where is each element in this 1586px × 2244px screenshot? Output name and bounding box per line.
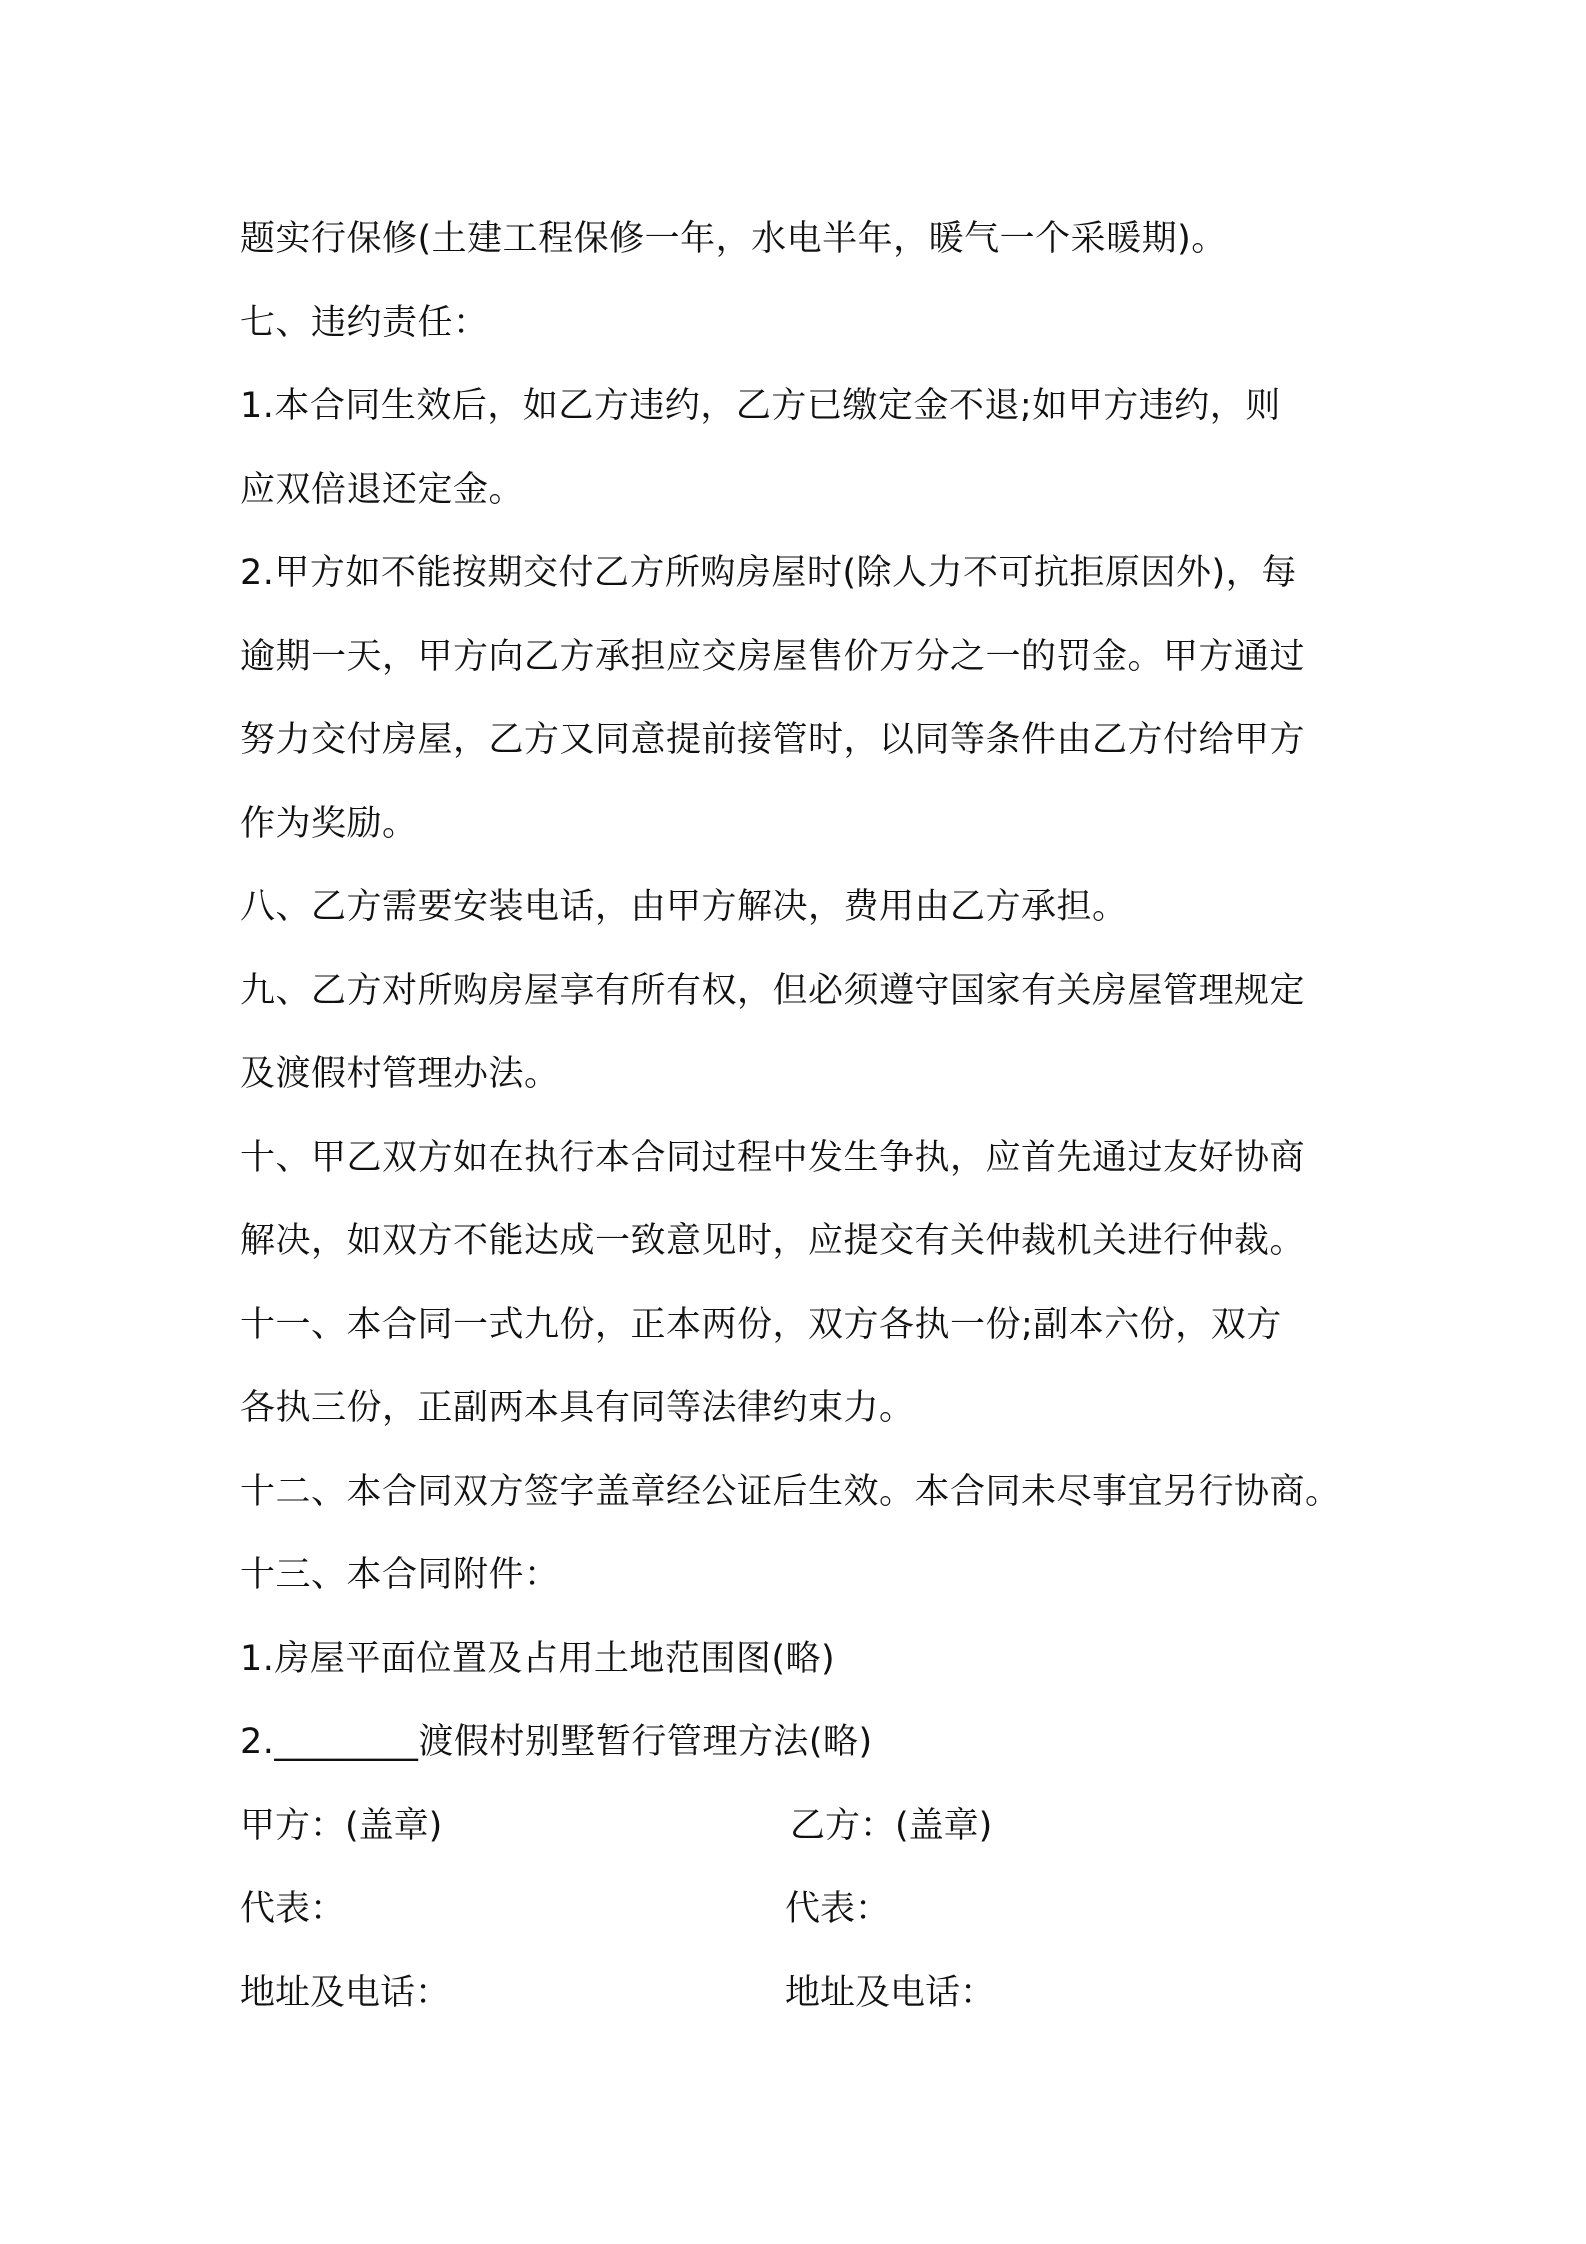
attachment-item: 2.________渡假村别墅暂行管理方法(略) bbox=[240, 1722, 873, 1762]
party-a-representative-label: 代表： bbox=[240, 1889, 346, 1929]
text-line: 各执三份，正副两本具有同等法律约束力。 bbox=[240, 1388, 915, 1428]
text-line: 解决，如双方不能达成一致意见时，应提交有关仲裁机关进行仲裁。 bbox=[240, 1221, 1306, 1261]
text-line: 题实行保修(土建工程保修一年，水电半年，暖气一个采暖期)。 bbox=[240, 219, 1227, 259]
signature-address-row bbox=[240, 1952, 1360, 2036]
party-b-representative-label: 代表： bbox=[785, 1889, 891, 1929]
text-line: 逾期一天，甲方向乙方承担应交房屋售价万分之一的罚金。甲方通过 bbox=[240, 636, 1306, 677]
text-line: 应双倍退还定金。 bbox=[240, 469, 525, 510]
section-heading-breach: 七、违约责任： bbox=[240, 302, 489, 343]
text-line: 努力交付房屋，乙方又同意提前接管时，以同等条件由乙方付给甲方 bbox=[240, 720, 1306, 760]
clause-ten: 十、甲乙双方如在执行本合同过程中发生争执，应首先通过友好协商 bbox=[240, 1137, 1306, 1178]
clause-eight: 八、乙方需要安装电话，由甲方解决，费用由乙方承担。 bbox=[240, 887, 1128, 927]
text-line: 2.甲方如不能按期交付乙方所购房屋时(除人力不可抗拒原因外)，每 bbox=[240, 553, 1297, 593]
clause-thirteen: 十三、本合同附件： bbox=[240, 1555, 560, 1595]
attachment-item: 1.房屋平面位置及占用土地范围图(略) bbox=[240, 1638, 836, 1679]
party-a-address-label: 地址及电话： bbox=[240, 1972, 451, 2013]
text-line: 1.本合同生效后，如乙方违约，乙方已缴定金不退;如甲方违约，则 bbox=[240, 386, 1281, 426]
clause-twelve: 十二、本合同双方签字盖章经公证后生效。本合同未尽事宜另行协商。 bbox=[240, 1471, 1341, 1512]
signature-representative-row bbox=[240, 1868, 1360, 1952]
party-b-seal-label: 乙方：(盖章) bbox=[790, 1805, 993, 1846]
document-body bbox=[240, 198, 1360, 2035]
text-line: 及渡假村管理办法。 bbox=[240, 1054, 560, 1094]
clause-nine: 九、乙方对所购房屋享有所有权，但必须遵守国家有关房屋管理规定 bbox=[240, 970, 1306, 1011]
text-line: 作为奖励。 bbox=[240, 803, 418, 844]
party-b-address-label: 地址及电话： bbox=[785, 1972, 996, 2013]
clause-eleven: 十一、本合同一式九份，正本两份，双方各执一份;副本六份，双方 bbox=[240, 1304, 1282, 1345]
signature-seal-row bbox=[240, 1785, 1360, 1869]
party-a-seal-label: 甲方：(盖章) bbox=[240, 1805, 443, 1846]
